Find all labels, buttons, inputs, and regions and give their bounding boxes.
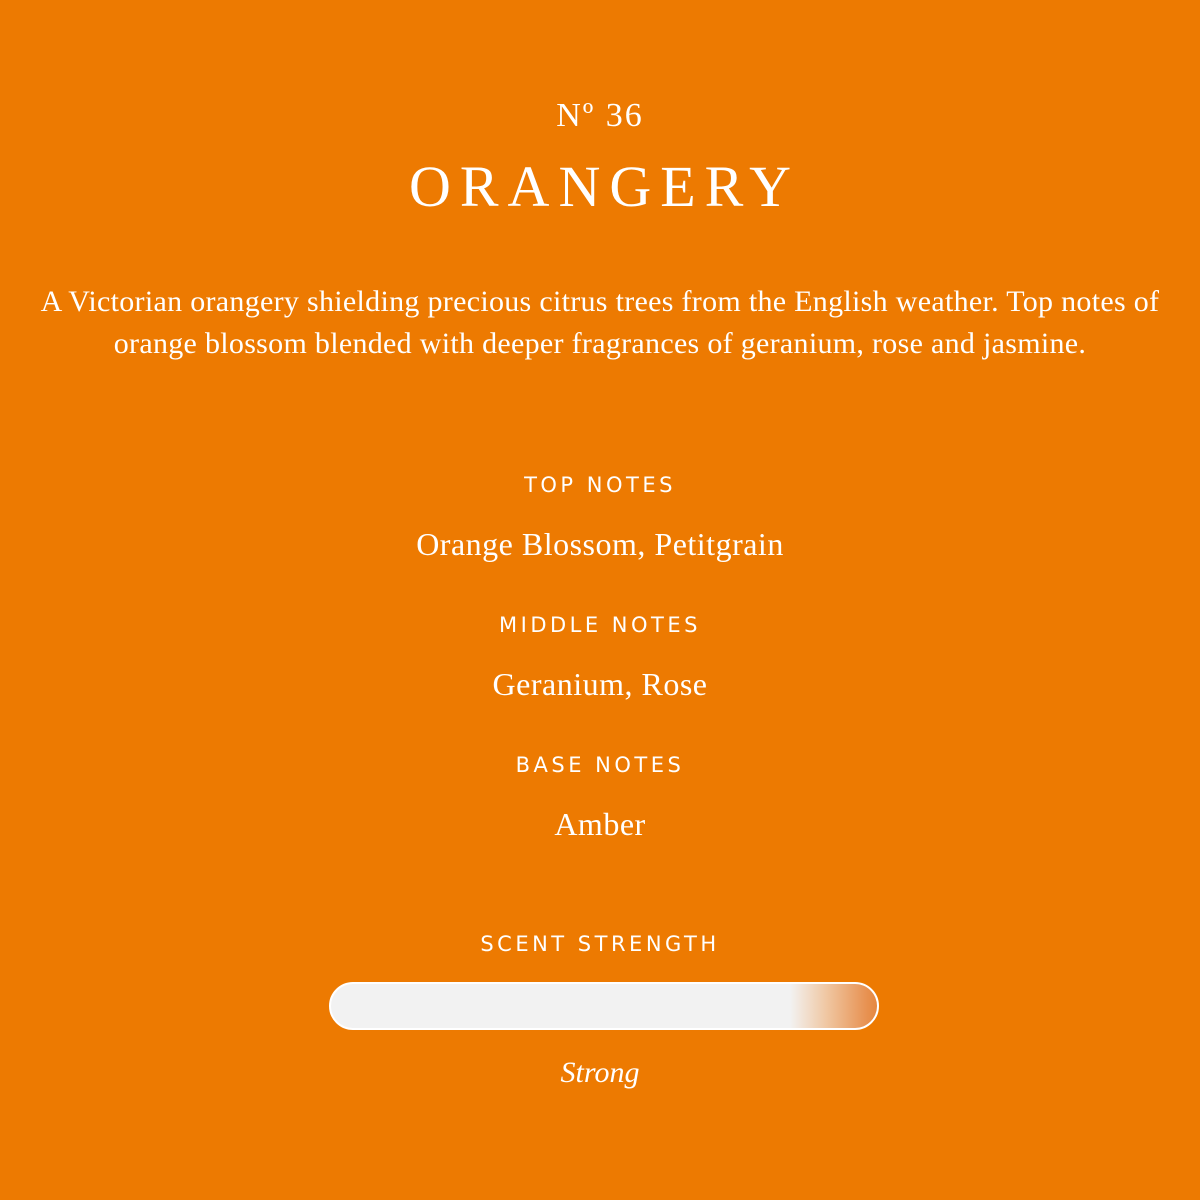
middle-notes-label: MIDDLE NOTES <box>499 613 701 637</box>
top-notes-label: TOP NOTES <box>524 473 676 497</box>
scent-strength-label: SCENT STRENGTH <box>480 932 720 956</box>
scent-strength-meter-fill <box>790 984 877 1028</box>
fragrance-title: ORANGERY <box>408 154 801 219</box>
base-notes-value: Amber <box>554 806 646 842</box>
scent-strength-meter <box>329 982 879 1030</box>
scent-strength-value: Strong <box>560 1056 640 1089</box>
fragrance-description: A Victorian orangery shielding precious citrus trees from the English weather. Top notes of orange blossom blended with deeper fragrances of geranium, rose and jasmine. <box>40 285 1160 360</box>
fragrance-number: Nº 36 <box>556 97 644 134</box>
base-notes-label: BASE NOTES <box>515 753 685 777</box>
top-notes-value: Orange Blossom, Petitgrain <box>416 526 784 562</box>
middle-notes-value: Geranium, Rose <box>492 666 708 702</box>
